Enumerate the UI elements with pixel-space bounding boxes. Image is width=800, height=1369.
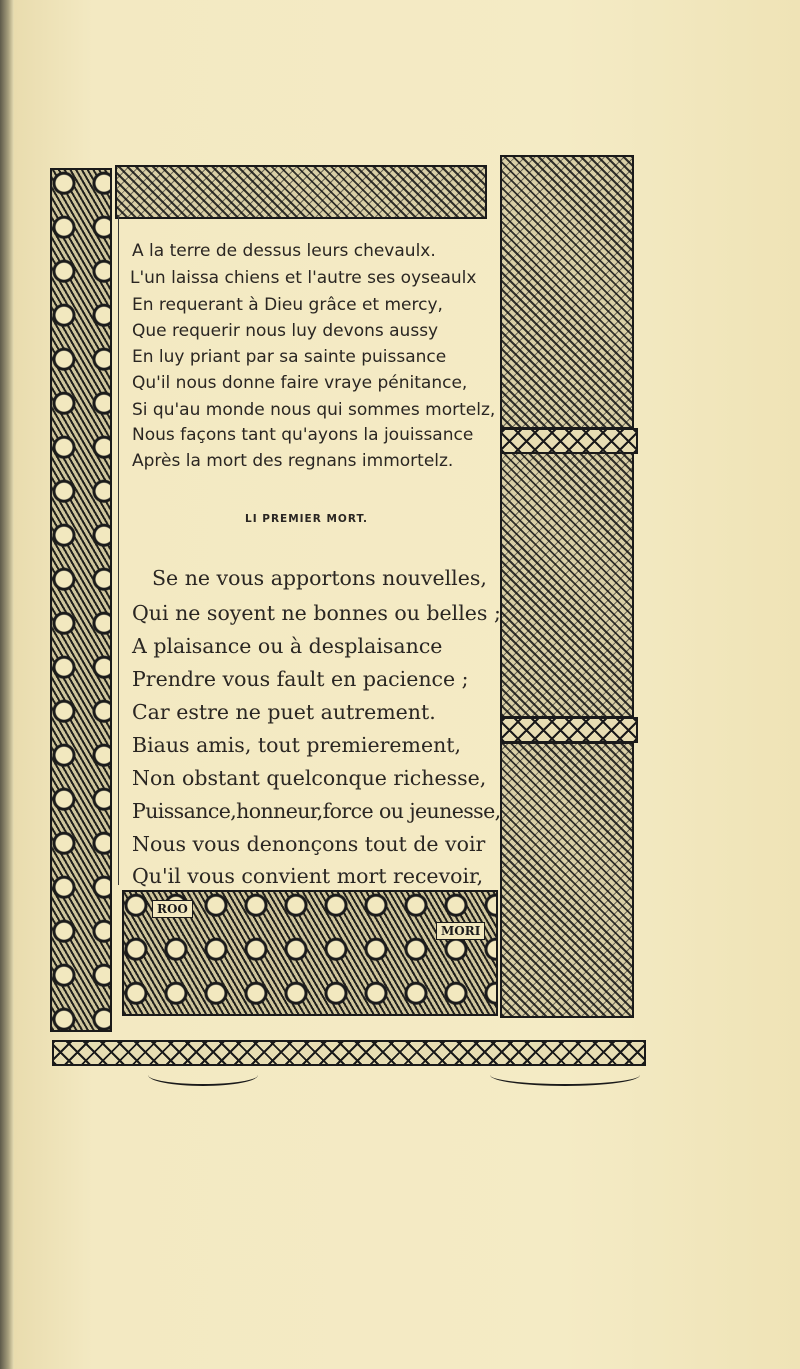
woodcut-panel-top [500, 155, 634, 429]
poem-line: L'un laissa chiens et l'autre ses oyseaulx [130, 268, 477, 288]
verse-line: Puissance,honneur,force ou jeunesse, [132, 799, 501, 823]
poem-line: Nous façons tant qu'ayons la jouissance [132, 425, 474, 445]
verse-line: Qui ne soyent ne bonnes ou belles ; [132, 601, 501, 625]
engraving-label-right: MORI [436, 922, 485, 940]
header-engraving [115, 165, 487, 219]
poem-line: Si qu'au monde nous qui sommes mortelz, [132, 400, 496, 420]
verse-line: Nous vous denonçons tout de voir [132, 832, 486, 856]
bottom-ornamental-band [52, 1040, 646, 1066]
woodcut-panel-middle [500, 452, 634, 718]
bottom-scallop-right [490, 1064, 640, 1086]
bottom-engraving [122, 890, 498, 1016]
verse-line: Car estre ne puet autrement. [132, 700, 436, 724]
poem-line: A la terre de dessus leurs chevaulx. [132, 241, 436, 261]
poem-line: En requerant à Dieu grâce et mercy, [132, 295, 443, 315]
verse-line: Prendre vous fault en pacience ; [132, 667, 469, 691]
left-ornamental-border [50, 168, 112, 1032]
bottom-scallop-left [148, 1064, 258, 1086]
divider-band-2 [500, 717, 638, 743]
book-spine-shadow [0, 0, 14, 1369]
verse-line: A plaisance ou à desplaisance [132, 634, 443, 658]
section-heading: LI PREMIER MORT. [245, 513, 369, 525]
verse-line: Non obstant quelconque richesse, [132, 766, 487, 790]
verse-line: Qu'il vous convient mort recevoir, [132, 864, 484, 888]
engraving-label-left: ROO [152, 900, 193, 918]
poem-line: Après la mort des regnans immortelz. [132, 451, 454, 471]
poem-line: Qu'il nous donne faire vraye pénitance, [132, 373, 468, 393]
divider-band-1 [500, 428, 638, 454]
verse-line: Se ne vous apportons nouvelles, [152, 566, 487, 590]
verse-line: Biaus amis, tout premierement, [132, 733, 462, 757]
poem-line: En luy priant par sa sainte puissance [132, 347, 447, 367]
poem-line: Que requerir nous luy devons aussy [132, 321, 439, 341]
woodcut-panel-bottom [500, 742, 634, 1018]
